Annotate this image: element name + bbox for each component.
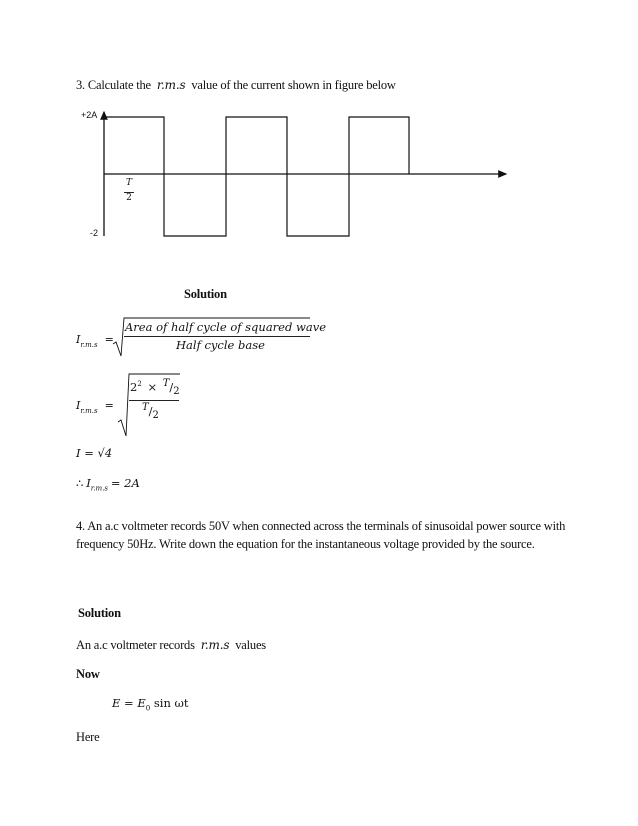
now-label: Now: [76, 667, 100, 681]
equation-3: I = √4: [76, 446, 113, 460]
equation-2-numerator: $2^2 \times ^T/_2$: [130, 378, 180, 398]
solution-heading-1: Solution: [184, 287, 227, 301]
y-label-bottom: -2: [90, 228, 99, 238]
solution-heading-2: Solution: [78, 606, 121, 620]
equation-1-denominator: Half cycle base: [176, 338, 265, 352]
here-label: Here: [76, 730, 100, 744]
question-3-prefix: 3. Calculate the: [76, 78, 151, 92]
voltage-equation: $E = E_0$ sin ωt: [112, 696, 189, 713]
y-label-top: +2A: [81, 110, 98, 120]
equation-2-fraction-line: [129, 400, 179, 401]
question-4: 4. An a.c voltmeter records 50V when connected across the terminals of sinusoidal power source with frequency 50Hz. Write down the equation for the instantaneous voltage provided by the source.: [76, 519, 566, 551]
equation-2-lhs: $I_{r.m.s}$ =: [76, 399, 114, 416]
equation-1-lhs: $I_{r.m.s}$ =: [76, 333, 114, 350]
rms-symbol: r.m.s: [156, 78, 186, 92]
equation-1-numerator: Area of half cycle of squared wave: [125, 320, 327, 334]
equation-4: ∴ $I_{r.m.s} = 2A$: [76, 476, 140, 493]
equation-2-denominator: $^T/_2$: [142, 402, 159, 422]
t-label-num: T: [125, 178, 132, 188]
solution-2-line-1: An a.c voltmeter records r.m.s values: [76, 638, 266, 652]
question-3-suffix: value of the current shown in figure below: [191, 78, 396, 92]
t-label-den: 2: [126, 193, 132, 203]
